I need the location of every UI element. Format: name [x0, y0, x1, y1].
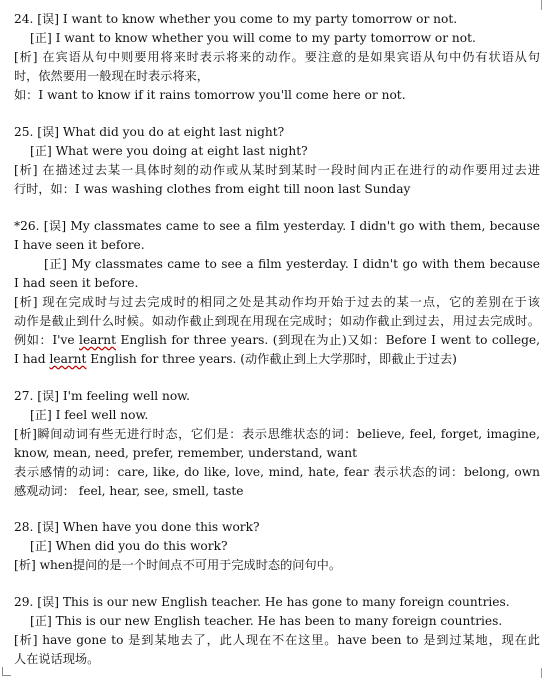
item-24-analysis-1: [析] 在宾语从句中则要用将来时表示将来的动作。要注意的是如果宾语从句中仍有状语从句 — [14, 50, 540, 64]
item-26-analysis-3: 例如：I've learnt English for three years. (到现在为止)又如：Before I went to college, — [14, 333, 540, 347]
spellcheck-underline: learnt — [49, 352, 87, 366]
item-27-correct: [正] I feel well now. — [30, 408, 149, 422]
item-26-analysis-2: 动作是截止到什么时候。如动作截止到现在用现在完成时；如动作截止到过去，用过去完成时。 — [14, 314, 540, 328]
item-26-analysis-4: I had learnt English for three years. (动作截止到上大学那时，即截止于过去) — [14, 352, 457, 366]
item-25-analysis-1: [析] 在描述过去某一具体时刻的动作或从某时到某时一段时间内正在进行的动作要用过去进 — [14, 163, 540, 177]
item-29-analysis-2: 人在说话现场。 — [14, 652, 100, 666]
item-25-wrong: 25. [误] What did you do at eight last night? — [14, 125, 285, 139]
item-24-correct: [正] I want to know whether you will come to my party tomorrow or not. — [30, 31, 476, 45]
item-29-analysis-1: [析] have gone to 是到某地去了，此人现在不在这里。have been to 是到过某地，现在此 — [14, 633, 540, 647]
item-26-correct-2: I had seen it before. — [14, 276, 139, 290]
item-24-analysis-2: 时，依然要用一般现在时表示将来， — [14, 69, 209, 83]
item-26-wrong-1: *26. [误] My classmates came to see a film yesterday. I didn't go with them, because — [14, 219, 540, 233]
item-28-analysis: [析] when提问的是一个时间点不可用于完成时态的问句中。 — [14, 558, 342, 572]
item-25-correct: [正] What were you doing at eight last night? — [30, 144, 308, 158]
page-margin-mark-bottom — [541, 668, 548, 678]
item-24-wrong: 24. [误] I want to know whether you come to my party tomorrow or not. — [14, 12, 458, 26]
item-27-wrong: 27. [误] I'm feeling well now. — [14, 389, 191, 403]
item-28-correct: [正] When did you do this work? — [30, 539, 228, 553]
item-27-analysis-3: 表示感情的动词：care, like, do like, love, mind, hate, fear 表示状态的词：belong, own — [14, 465, 540, 479]
item-29-wrong: 29. [误] This is our new English teacher. He has gone to many foreign countries. — [14, 595, 510, 609]
spellcheck-underline: learnt — [79, 333, 116, 347]
item-27-analysis-2: know, mean, need, prefer, remember, understand, want — [14, 446, 357, 460]
item-27-analysis-1: [析]瞬间动词有些无进行时态，它们是：表示思维状态的词：believe, feel, forget, imagine, — [14, 427, 540, 441]
item-24-example: 如：I want to know if it rains tomorrow you'll come here or not. — [14, 88, 406, 102]
item-25-analysis-2: 行时，如：I was washing clothes from eight till noon last Sunday — [14, 182, 411, 196]
item-26-wrong-2: I have seen it before. — [14, 238, 145, 252]
page-margin-mark-top — [541, 0, 548, 10]
item-28-wrong: 28. [误] When have you done this work? — [14, 520, 260, 534]
page-corner-mark — [2, 667, 11, 676]
item-26-correct-1: [正] My classmates came to see a film yesterday. I didn't go with them because — [44, 257, 540, 271]
item-26-analysis-1: [析] 现在完成时与过去完成时的相同之处是其动作均开始于过去的某一点，它的差别在于该 — [14, 295, 540, 309]
item-27-analysis-4: 感观动词： feel, hear, see, smell, taste — [14, 484, 244, 498]
item-29-correct: [正] This is our new English teacher. He has been to many foreign countries. — [30, 614, 503, 628]
